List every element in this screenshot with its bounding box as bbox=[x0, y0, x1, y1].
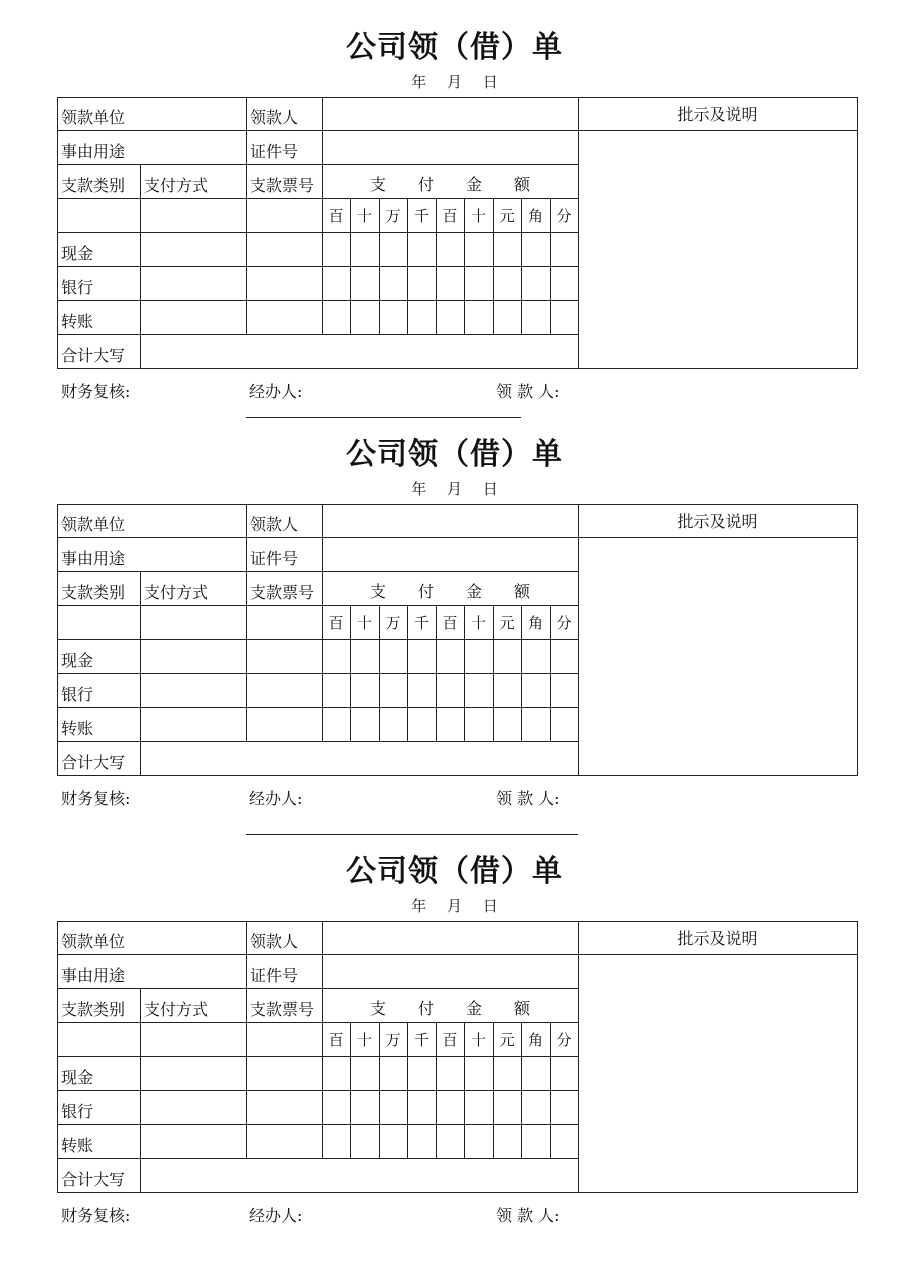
unit-field[interactable] bbox=[140, 97, 246, 130]
cash-row-label: 现金 bbox=[61, 244, 94, 263]
amount-digit-cell[interactable] bbox=[493, 266, 521, 300]
digit-header: 角 bbox=[527, 1030, 543, 1049]
cash-ticket-field[interactable] bbox=[246, 1056, 322, 1090]
amount-digit-cell[interactable] bbox=[464, 639, 493, 673]
id-number-field[interactable] bbox=[322, 954, 578, 988]
payment-method-label: 支付方式 bbox=[144, 583, 209, 602]
amount-digit-cell[interactable] bbox=[464, 1124, 493, 1158]
amount-digit-cell[interactable] bbox=[550, 707, 578, 741]
amount-label: 支 付 金 额 bbox=[369, 582, 530, 601]
payment-method-label: 支付方式 bbox=[144, 176, 209, 195]
amount-digit-cell[interactable] bbox=[550, 232, 578, 266]
digit-header: 十 bbox=[470, 206, 486, 225]
amount-digit-cell[interactable] bbox=[379, 232, 407, 266]
amount-digit-cell[interactable] bbox=[350, 673, 379, 707]
amount-digit-cell[interactable] bbox=[379, 707, 407, 741]
cash-method-field[interactable] bbox=[140, 232, 246, 266]
ticket-number-label: 支款票号 bbox=[250, 583, 315, 602]
total-in-words-field[interactable] bbox=[140, 741, 578, 775]
transfer-method-field[interactable] bbox=[140, 300, 246, 334]
amount-digit-cell[interactable] bbox=[464, 1056, 493, 1090]
payee-label: 领款人 bbox=[250, 932, 299, 951]
purpose-field[interactable] bbox=[140, 537, 246, 571]
amount-digit-cell[interactable] bbox=[550, 673, 578, 707]
digit-header: 元 bbox=[499, 206, 515, 225]
payee-signature-label: 领 款 人: bbox=[496, 789, 560, 808]
amount-digit-cell[interactable] bbox=[550, 1056, 578, 1090]
purpose-field[interactable] bbox=[140, 954, 246, 988]
finance-review-label: 财务复核: bbox=[61, 1206, 131, 1225]
finance-review-label: 财务复核: bbox=[61, 789, 131, 808]
digit-header: 万 bbox=[385, 1030, 401, 1049]
amount-digit-cell[interactable] bbox=[436, 1124, 464, 1158]
digit-header: 元 bbox=[499, 1030, 515, 1049]
amount-digit-cell[interactable] bbox=[322, 673, 350, 707]
amount-digit-cell[interactable] bbox=[493, 673, 521, 707]
amount-digit-cell[interactable] bbox=[521, 266, 550, 300]
amount-digit-cell[interactable] bbox=[379, 1090, 407, 1124]
payment-method-label: 支付方式 bbox=[144, 1000, 209, 1019]
unit-field[interactable] bbox=[140, 921, 246, 954]
digit-header: 万 bbox=[385, 206, 401, 225]
amount-digit-cell[interactable] bbox=[407, 266, 436, 300]
grid-line bbox=[857, 97, 858, 369]
digit-header: 千 bbox=[413, 1030, 429, 1049]
form-title: 公司领（借）单 bbox=[346, 854, 563, 889]
approval-label: 批示及说明 bbox=[677, 929, 758, 948]
id-number-label: 证件号 bbox=[250, 966, 299, 985]
transfer-row-label: 转账 bbox=[61, 719, 94, 738]
digit-header: 十 bbox=[356, 1030, 372, 1049]
amount-label: 支 付 金 额 bbox=[369, 175, 530, 194]
digit-header: 百 bbox=[328, 613, 344, 632]
payee-field[interactable] bbox=[322, 921, 578, 954]
amount-digit-cell[interactable] bbox=[436, 1090, 464, 1124]
amount-digit-cell[interactable] bbox=[464, 1090, 493, 1124]
ticket-number-label: 支款票号 bbox=[250, 176, 315, 195]
transfer-ticket-field[interactable] bbox=[246, 707, 322, 741]
payee-signature-label: 领 款 人: bbox=[496, 1206, 560, 1225]
amount-digit-cell[interactable] bbox=[350, 639, 379, 673]
amount-digit-cell[interactable] bbox=[464, 266, 493, 300]
amount-digit-cell[interactable] bbox=[350, 1090, 379, 1124]
transfer-ticket-field[interactable] bbox=[246, 1124, 322, 1158]
amount-digit-cell[interactable] bbox=[436, 232, 464, 266]
amount-digit-cell[interactable] bbox=[436, 266, 464, 300]
amount-digit-cell[interactable] bbox=[464, 300, 493, 334]
amount-digit-cell[interactable] bbox=[407, 1124, 436, 1158]
amount-digit-cell[interactable] bbox=[322, 707, 350, 741]
approval-label: 批示及说明 bbox=[677, 105, 758, 124]
amount-digit-cell[interactable] bbox=[322, 266, 350, 300]
cash-row-label: 现金 bbox=[61, 1068, 94, 1087]
amount-digit-cell[interactable] bbox=[493, 639, 521, 673]
amount-digit-cell[interactable] bbox=[407, 300, 436, 334]
transfer-method-field[interactable] bbox=[140, 1124, 246, 1158]
amount-digit-cell[interactable] bbox=[407, 639, 436, 673]
id-number-label: 证件号 bbox=[250, 549, 299, 568]
id-number-field[interactable] bbox=[322, 537, 578, 571]
amount-digit-cell[interactable] bbox=[436, 639, 464, 673]
handler-label: 经办人: bbox=[249, 1206, 303, 1225]
bank-method-field[interactable] bbox=[140, 673, 246, 707]
grid-line bbox=[57, 368, 858, 369]
digit-header: 百 bbox=[442, 613, 458, 632]
amount-digit-cell[interactable] bbox=[521, 639, 550, 673]
amount-digit-cell[interactable] bbox=[493, 232, 521, 266]
payee-label: 领款人 bbox=[250, 515, 299, 534]
bank-ticket-field[interactable] bbox=[246, 1090, 322, 1124]
bank-method-field[interactable] bbox=[140, 266, 246, 300]
total-in-words-label: 合计大写 bbox=[61, 1170, 126, 1189]
requisition-form bbox=[0, 407, 909, 807]
bank-ticket-field[interactable] bbox=[246, 266, 322, 300]
amount-digit-cell[interactable] bbox=[407, 1090, 436, 1124]
amount-digit-cell[interactable] bbox=[322, 232, 350, 266]
cash-ticket-field[interactable] bbox=[246, 232, 322, 266]
amount-digit-cell[interactable] bbox=[379, 266, 407, 300]
requisition-form bbox=[0, 0, 909, 400]
cash-method-field[interactable] bbox=[140, 639, 246, 673]
grid-line bbox=[57, 1192, 858, 1193]
bank-row-label: 银行 bbox=[61, 1102, 94, 1121]
digit-header: 百 bbox=[328, 1030, 344, 1049]
amount-digit-cell[interactable] bbox=[436, 673, 464, 707]
amount-digit-cell[interactable] bbox=[322, 639, 350, 673]
amount-digit-cell[interactable] bbox=[350, 1056, 379, 1090]
amount-digit-cell[interactable] bbox=[521, 300, 550, 334]
form-separator-line bbox=[246, 417, 521, 418]
amount-digit-cell[interactable] bbox=[464, 707, 493, 741]
handler-label: 经办人: bbox=[249, 789, 303, 808]
digit-header: 万 bbox=[385, 613, 401, 632]
unit-label: 领款单位 bbox=[61, 108, 126, 127]
amount-digit-cell[interactable] bbox=[550, 639, 578, 673]
bank-ticket-field[interactable] bbox=[246, 673, 322, 707]
amount-digit-cell[interactable] bbox=[379, 639, 407, 673]
unit-label: 领款单位 bbox=[61, 932, 126, 951]
form-title: 公司领（借）单 bbox=[346, 30, 563, 65]
digit-header: 角 bbox=[527, 613, 543, 632]
purpose-label: 事由用途 bbox=[61, 142, 126, 161]
amount-digit-cell[interactable] bbox=[436, 707, 464, 741]
amount-digit-cell[interactable] bbox=[407, 232, 436, 266]
form-date: 年 月 日 bbox=[411, 480, 498, 498]
digit-header: 十 bbox=[356, 613, 372, 632]
payee-signature-label: 领 款 人: bbox=[496, 382, 560, 401]
amount-digit-cell[interactable] bbox=[379, 1124, 407, 1158]
purpose-label: 事由用途 bbox=[61, 549, 126, 568]
amount-digit-cell[interactable] bbox=[350, 1124, 379, 1158]
total-in-words-field[interactable] bbox=[140, 334, 578, 368]
amount-digit-cell[interactable] bbox=[436, 1056, 464, 1090]
digit-header: 十 bbox=[356, 206, 372, 225]
bank-method-field[interactable] bbox=[140, 1090, 246, 1124]
purpose-field[interactable] bbox=[140, 130, 246, 164]
amount-digit-cell[interactable] bbox=[521, 707, 550, 741]
total-in-words-field[interactable] bbox=[140, 1158, 578, 1192]
amount-digit-cell[interactable] bbox=[407, 707, 436, 741]
amount-digit-cell[interactable] bbox=[550, 1124, 578, 1158]
amount-digit-cell[interactable] bbox=[493, 300, 521, 334]
digit-header: 分 bbox=[556, 206, 572, 225]
handler-label: 经办人: bbox=[249, 382, 303, 401]
payee-label: 领款人 bbox=[250, 108, 299, 127]
amount-digit-cell[interactable] bbox=[407, 1056, 436, 1090]
transfer-row-label: 转账 bbox=[61, 1136, 94, 1155]
grid-line bbox=[57, 775, 858, 776]
amount-digit-cell[interactable] bbox=[322, 1090, 350, 1124]
amount-digit-cell[interactable] bbox=[464, 232, 493, 266]
amount-digit-cell[interactable] bbox=[521, 232, 550, 266]
amount-digit-cell[interactable] bbox=[464, 673, 493, 707]
total-in-words-label: 合计大写 bbox=[61, 753, 126, 772]
payee-field[interactable] bbox=[322, 504, 578, 537]
digit-header: 百 bbox=[328, 206, 344, 225]
digit-header: 百 bbox=[442, 206, 458, 225]
amount-digit-cell[interactable] bbox=[550, 1090, 578, 1124]
bank-row-label: 银行 bbox=[61, 685, 94, 704]
approval-field[interactable] bbox=[578, 130, 857, 368]
approval-field[interactable] bbox=[578, 954, 857, 1192]
payee-field[interactable] bbox=[322, 97, 578, 130]
digit-header: 分 bbox=[556, 1030, 572, 1049]
purpose-label: 事由用途 bbox=[61, 966, 126, 985]
amount-digit-cell[interactable] bbox=[407, 673, 436, 707]
cash-row-label: 现金 bbox=[61, 651, 94, 670]
amount-label: 支 付 金 额 bbox=[369, 999, 530, 1018]
form-title: 公司领（借）单 bbox=[346, 437, 563, 472]
amount-digit-cell[interactable] bbox=[521, 1124, 550, 1158]
category-label: 支款类别 bbox=[61, 176, 126, 195]
digit-header: 十 bbox=[470, 1030, 486, 1049]
digit-header: 元 bbox=[499, 613, 515, 632]
amount-digit-cell[interactable] bbox=[493, 1090, 521, 1124]
transfer-ticket-field[interactable] bbox=[246, 300, 322, 334]
amount-digit-cell[interactable] bbox=[493, 1124, 521, 1158]
amount-digit-cell[interactable] bbox=[436, 300, 464, 334]
amount-digit-cell[interactable] bbox=[322, 1124, 350, 1158]
amount-digit-cell[interactable] bbox=[550, 266, 578, 300]
amount-digit-cell[interactable] bbox=[521, 1090, 550, 1124]
amount-digit-cell[interactable] bbox=[379, 300, 407, 334]
category-label: 支款类别 bbox=[61, 583, 126, 602]
amount-digit-cell[interactable] bbox=[521, 673, 550, 707]
unit-label: 领款单位 bbox=[61, 515, 126, 534]
amount-digit-cell[interactable] bbox=[521, 1056, 550, 1090]
grid-line bbox=[857, 504, 858, 776]
requisition-form bbox=[0, 824, 909, 1224]
amount-digit-cell[interactable] bbox=[493, 1056, 521, 1090]
cash-ticket-field[interactable] bbox=[246, 639, 322, 673]
cash-method-field[interactable] bbox=[140, 1056, 246, 1090]
amount-digit-cell[interactable] bbox=[350, 232, 379, 266]
transfer-row-label: 转账 bbox=[61, 312, 94, 331]
form-separator-line bbox=[246, 834, 578, 835]
digit-header: 千 bbox=[413, 206, 429, 225]
amount-digit-cell[interactable] bbox=[550, 300, 578, 334]
amount-digit-cell[interactable] bbox=[322, 300, 350, 334]
amount-digit-cell[interactable] bbox=[322, 1056, 350, 1090]
total-in-words-label: 合计大写 bbox=[61, 346, 126, 365]
unit-field[interactable] bbox=[140, 504, 246, 537]
digit-header: 百 bbox=[442, 1030, 458, 1049]
digit-header: 十 bbox=[470, 613, 486, 632]
grid-line bbox=[857, 921, 858, 1193]
bank-row-label: 银行 bbox=[61, 278, 94, 297]
id-number-field[interactable] bbox=[322, 130, 578, 164]
digit-header: 角 bbox=[527, 206, 543, 225]
form-date: 年 月 日 bbox=[411, 73, 498, 91]
amount-digit-cell[interactable] bbox=[350, 266, 379, 300]
category-label: 支款类别 bbox=[61, 1000, 126, 1019]
approval-field[interactable] bbox=[578, 537, 857, 775]
approval-label: 批示及说明 bbox=[677, 512, 758, 531]
id-number-label: 证件号 bbox=[250, 142, 299, 161]
amount-digit-cell[interactable] bbox=[493, 707, 521, 741]
finance-review-label: 财务复核: bbox=[61, 382, 131, 401]
amount-digit-cell[interactable] bbox=[350, 707, 379, 741]
amount-digit-cell[interactable] bbox=[379, 673, 407, 707]
amount-digit-cell[interactable] bbox=[379, 1056, 407, 1090]
digit-header: 千 bbox=[413, 613, 429, 632]
digit-header: 分 bbox=[556, 613, 572, 632]
transfer-method-field[interactable] bbox=[140, 707, 246, 741]
amount-digit-cell[interactable] bbox=[350, 300, 379, 334]
ticket-number-label: 支款票号 bbox=[250, 1000, 315, 1019]
form-date: 年 月 日 bbox=[411, 897, 498, 915]
